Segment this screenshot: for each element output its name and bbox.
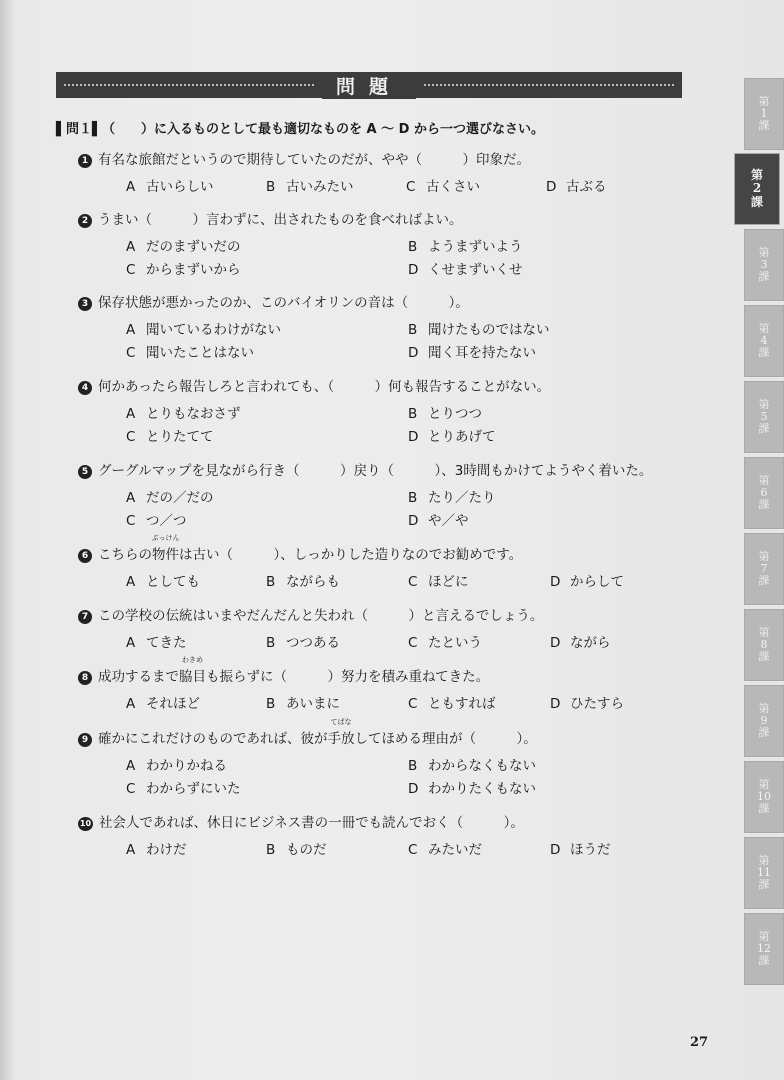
option-10a[interactable]: A わけだ — [126, 842, 187, 858]
option-1c[interactable]: C 古くさい — [406, 179, 480, 195]
title-dots-left — [64, 84, 314, 86]
option-7c[interactable]: C たという — [408, 635, 482, 651]
ruby-word: わきめ 脇目 — [179, 656, 206, 685]
chapter-tab-8[interactable]: 第 8 課 — [744, 609, 784, 681]
title-dots-right — [424, 84, 674, 86]
option-2c[interactable]: C からまずいから — [126, 262, 241, 278]
section-title: 問題 — [322, 72, 416, 99]
option-7a[interactable]: A てきた — [126, 635, 187, 651]
furigana: ぶっけん — [151, 534, 180, 542]
question-number-3: 3 — [78, 297, 92, 311]
chapter-tab-5[interactable]: 第 5 課 — [744, 381, 784, 453]
question-10 — [78, 811, 524, 831]
question-number-7: 7 — [78, 610, 92, 624]
option-5a[interactable]: A だの／だの — [126, 490, 214, 506]
section-title-bar — [56, 72, 682, 98]
option-4b[interactable]: B とりつつ — [408, 406, 482, 422]
chapter-tab-11[interactable]: 第 11 課 — [744, 837, 784, 909]
option-10b[interactable]: B ものだ — [266, 842, 327, 858]
question-stem: 社会人であれば、休日にビジネス書の一冊でも読んでおく（ ）。 — [99, 815, 524, 831]
option-6c[interactable]: C ほどに — [408, 574, 469, 590]
question-stem: 有名な旅館だというので期待していたのだが、やや（ ）印象だ。 — [98, 152, 530, 168]
question-number-5: 5 — [78, 465, 92, 479]
page-gutter — [0, 0, 14, 1080]
option-8b[interactable]: B あいまに — [266, 696, 340, 712]
option-1a[interactable]: A 古いらしい — [126, 179, 214, 195]
chapter-tab-7[interactable]: 第 7 課 — [744, 533, 784, 605]
question-number-1: 1 — [78, 154, 92, 168]
option-6d[interactable]: D からして — [550, 574, 624, 590]
chapter-tab-6[interactable]: 第 6 課 — [744, 457, 784, 529]
question-3 — [78, 291, 469, 311]
question-stem: この学校の伝統はいまやだんだんと失われ（ ）と言えるでしょう。 — [98, 608, 544, 624]
question-4 — [78, 375, 550, 395]
question-stem: 何かあったら報告しろと言われても、（ ）何も報告することがない。 — [98, 379, 551, 395]
chapter-tab-4[interactable]: 第 4 課 — [744, 305, 784, 377]
question-number-2: 2 — [78, 214, 92, 228]
option-2d[interactable]: D くせまずいくせ — [408, 262, 523, 278]
option-1b[interactable]: B 古いみたい — [266, 179, 354, 195]
option-7d[interactable]: D ながら — [550, 635, 611, 651]
ruby-word: てばな 手放 — [327, 718, 355, 747]
furigana: わきめ — [182, 656, 203, 664]
chapter-tab-12[interactable]: 第 12 課 — [744, 913, 784, 985]
option-2b[interactable]: B ようまずいよう — [408, 239, 523, 255]
option-4c[interactable]: C とりたてて — [126, 429, 214, 445]
option-10d[interactable]: D ほうだ — [550, 842, 611, 858]
chapter-tab-9[interactable]: 第 9 課 — [744, 685, 784, 757]
question-1 — [78, 148, 530, 168]
option-9c[interactable]: C わからずにいた — [126, 781, 241, 797]
question-7 — [78, 604, 543, 624]
option-7b[interactable]: B つつある — [266, 635, 340, 651]
option-5c[interactable]: C つ／つ — [126, 513, 187, 529]
question-2 — [78, 208, 463, 228]
option-1d[interactable]: D 古ぶる — [546, 179, 607, 195]
option-8d[interactable]: D ひたすら — [550, 696, 624, 712]
question-number-4: 4 — [78, 381, 92, 395]
chapter-tab-3[interactable]: 第 3 課 — [744, 229, 784, 301]
option-6a[interactable]: A としても — [126, 574, 200, 590]
option-2a[interactable]: A だのまずいだの — [126, 239, 241, 255]
question-instruction: ▌問１▌（ ）に入るものとして最も適切なものを A ～ D から一つ選びなさい。 — [56, 122, 544, 137]
question-number-6: 6 — [78, 549, 92, 563]
option-3a[interactable]: A 聞いているわけがない — [126, 322, 281, 338]
ruby-word: ぶっけん 物件 — [151, 534, 180, 563]
chapter-tab-2-active[interactable]: 第 2 課 — [734, 153, 780, 225]
option-8a[interactable]: A それほど — [126, 696, 200, 712]
question-number-9: 9 — [78, 733, 92, 747]
option-5b[interactable]: B たり／たり — [408, 490, 496, 506]
question-9: 9 確かにこれだけのものであれば、彼が てばな 手放してほめる理由が（ ）。 — [78, 727, 537, 747]
question-number-10: 10 — [78, 817, 93, 831]
chapter-tab-1[interactable]: 第 1 課 — [744, 78, 784, 150]
option-4a[interactable]: A とりもなおさず — [126, 406, 241, 422]
option-10c[interactable]: C みたいだ — [408, 842, 482, 858]
option-4d[interactable]: D とりあげて — [408, 429, 496, 445]
option-3b[interactable]: B 聞けたものではない — [408, 322, 550, 338]
page-number: 27 — [690, 1035, 709, 1050]
option-6b[interactable]: B ながらも — [266, 574, 340, 590]
question-stem: グーグルマップを見ながら行き（ ）戻り（ ）、3時間もかけてようやく着いた。 — [98, 463, 653, 479]
chapter-tab-10[interactable]: 第 10 課 — [744, 761, 784, 833]
question-stem: 保存状態が悪かったのか、このバイオリンの音は（ ）。 — [98, 295, 469, 311]
option-9d[interactable]: D わかりたくもない — [408, 781, 536, 797]
question-6: 6 こちらの ぶっけん 物件は古い（ ）、しっかりした造りなのでお勧めです。 — [78, 543, 522, 563]
option-3d[interactable]: D 聞く耳を持たない — [408, 345, 536, 361]
question-stem: うまい（ ）言わずに、出されたものを食べればよい。 — [98, 212, 463, 228]
question-number-8: 8 — [78, 671, 92, 685]
option-8c[interactable]: C ともすれば — [408, 696, 496, 712]
option-3c[interactable]: C 聞いたことはない — [126, 345, 254, 361]
option-9a[interactable]: A わかりかねる — [126, 758, 227, 774]
option-5d[interactable]: D や／や — [408, 513, 469, 529]
furigana: てばな — [330, 718, 352, 726]
option-9b[interactable]: B わからなくもない — [408, 758, 536, 774]
question-8: 8 成功するまで わきめ 脇目も振らずに（ ）努力を積み重ねてきた。 — [78, 665, 489, 685]
question-5 — [78, 459, 652, 479]
